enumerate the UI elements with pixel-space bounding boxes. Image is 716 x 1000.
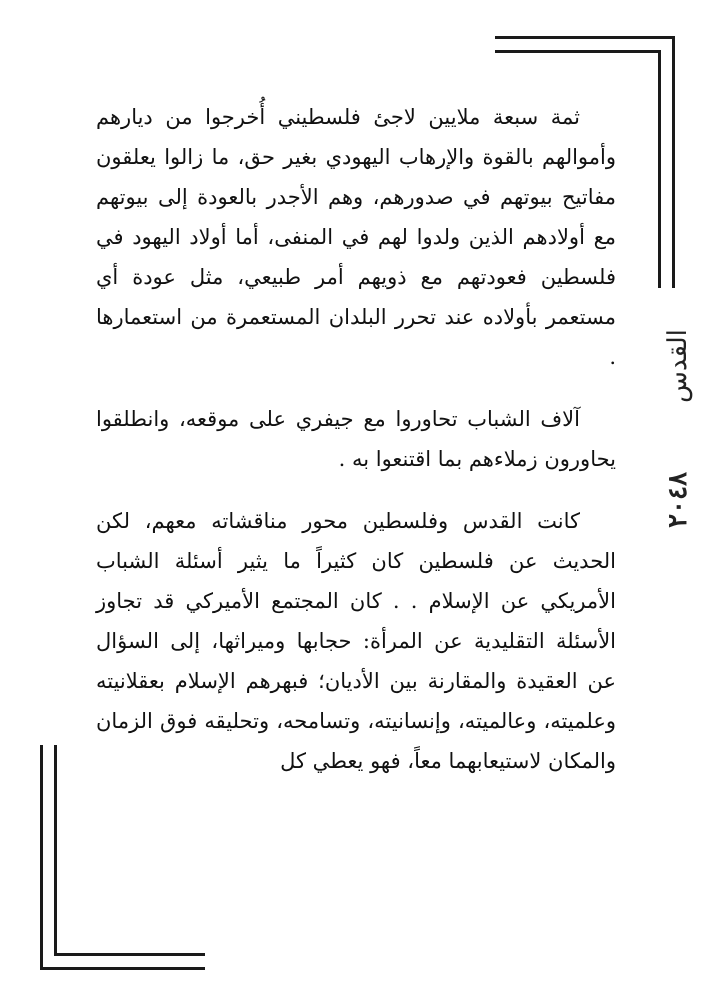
frame-left-inner-line (54, 745, 57, 956)
frame-top-inner-line (495, 50, 661, 53)
paragraph-1: ثمة سبعة ملايين لاجئ فلسطيني أُخرجوا من ديارهم وأموالهم بالقوة والإرهاب اليهودي بغير حق، ما زالوا يعلقون مفاتيح بيوتهم في صدورهم، وهم الأجدر بالعودة إلى بيوتهم مع أولادهم الذين ولدوا لهم في المنفى، أما أولاد اليهود في فلسطين فعودتهم مع ذويهم أمر طبيعي، مثل عودة أي مستعمر بأولاده عند تحرر البلدان المستعمرة من استعمارها . (96, 105, 616, 369)
paragraph-2: آلاف الشباب تحاوروا مع جيفري على موقعه، وانطلقوا يحاورون زملاءهم بما اقتنعوا به . (96, 407, 616, 471)
paragraph-3: كانت القدس وفلسطين محور مناقشاته معهم، لكن الحديث عن فلسطين كان كثيراً ما يثير أسئلة الشباب الأمريكي عن الإسلام . . كان المجتمع الأميركي قد تجاوز الأسئلة التقليدية عن المرأة: حجابها وميراثها، إلى السؤال عن العقيدة والمقارنة بين الأديان؛ فبهرهم الإسلام بعقلانيته وعلميته، وعالميته، وإنسانيته، وتسامحه، وتحليقه فوق الزمان والمكان لاستيعابهما معاً، فهو يعطي كل (96, 509, 616, 773)
frame-right-inner-line (658, 50, 661, 288)
frame-right-outer-line (672, 36, 675, 288)
running-header-number: ٢٠٤٨ (663, 472, 693, 528)
frame-top-outer-line (495, 36, 675, 39)
frame-bottom-inner-line (54, 953, 205, 956)
body-text (96, 97, 616, 803)
running-header-title: القدس (663, 329, 693, 403)
running-header (664, 318, 692, 578)
frame-bottom-outer-line (40, 967, 205, 970)
frame-left-outer-line (40, 745, 43, 970)
